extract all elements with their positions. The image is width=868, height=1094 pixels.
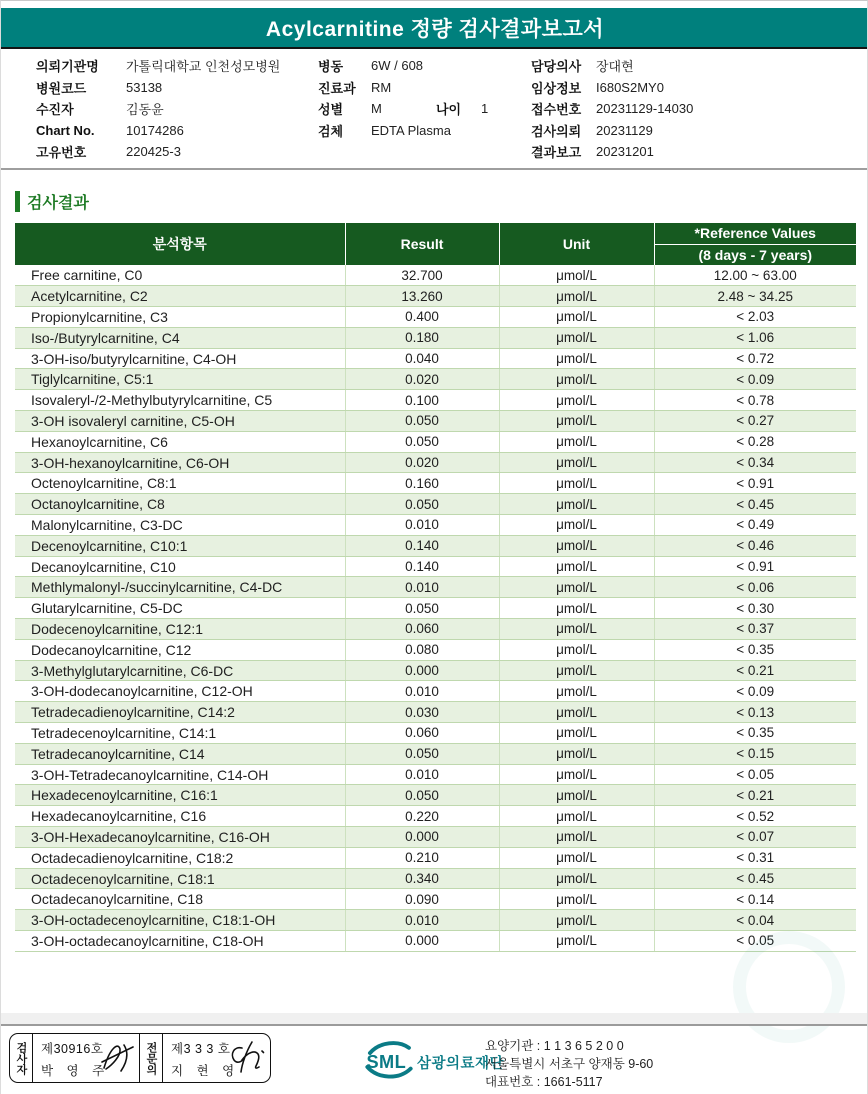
result-cell-result: 0.090 [345,889,499,910]
info-value: 20231129-14030 [596,101,694,117]
examiner-signature-icon [99,1038,137,1078]
result-cell-unit: μmol/L [499,660,654,681]
result-cell-item: Glutarylcarnitine, C5-DC [15,598,345,619]
result-cell-reference: < 0.13 [654,702,856,723]
result-cell-result: 13.260 [345,286,499,307]
result-row [15,806,856,827]
result-cell-reference: < 0.21 [654,660,856,681]
sml-watermark [733,931,845,1043]
info-value: EDTA Plasma [371,122,451,138]
specialist-cell [163,1034,270,1082]
result-cell-unit: μmol/L [499,494,654,515]
result-cell-item: 3-OH-octadecanoylcarnitine, C18-OH [15,931,345,952]
result-row [15,931,856,952]
col-header-reference: *Reference Values [654,223,856,244]
result-cell-result: 0.000 [345,931,499,952]
org-address: 서울특별시 서초구 양재동 9-60 [485,1057,654,1071]
result-cell-item: Octadecanoylcarnitine, C18 [15,889,345,910]
result-cell-item: 3-OH isovaleryl carnitine, C5-OH [15,411,345,432]
specialist-cert-number: 제3 3 3 호 [171,1041,231,1056]
result-cell-item: Tetradecanoylcarnitine, C14 [15,743,345,764]
result-cell-reference: < 0.45 [654,868,856,889]
result-cell-result: 0.020 [345,452,499,473]
results-section-header [15,190,89,213]
result-row [15,639,856,660]
info-row [36,98,311,120]
result-cell-item: Hexanoylcarnitine, C6 [15,431,345,452]
result-row [15,702,856,723]
result-cell-unit: μmol/L [499,577,654,598]
result-cell-reference: < 0.72 [654,348,856,369]
result-cell-result: 0.210 [345,847,499,868]
result-cell-reference: < 0.49 [654,515,856,536]
result-cell-item: Octadecenoylcarnitine, C18:1 [15,868,345,889]
result-cell-item: 3-OH-Tetradecanoylcarnitine, C14-OH [15,764,345,785]
info-value: 20231201 [596,144,654,160]
info-label: 수진자 [36,102,74,118]
result-cell-unit: μmol/L [499,764,654,785]
result-cell-item: Octanoylcarnitine, C8 [15,494,345,515]
result-cell-unit: μmol/L [499,307,654,328]
info-value: 김동윤 [126,102,164,118]
result-cell-item: Tetradecenoylcarnitine, C14:1 [15,723,345,744]
svg-text:SML: SML [366,1051,407,1072]
result-cell-unit: μmol/L [499,390,654,411]
result-cell-unit: μmol/L [499,369,654,390]
result-cell-item: Octenoylcarnitine, C8:1 [15,473,345,494]
result-cell-result: 0.050 [345,411,499,432]
result-row [15,681,856,702]
result-cell-reference: 2.48 ~ 34.25 [654,286,856,307]
result-row [15,868,856,889]
result-row [15,619,856,640]
result-row [15,889,856,910]
result-row [15,598,856,619]
result-cell-unit: μmol/L [499,286,654,307]
result-cell-result: 0.010 [345,764,499,785]
org-contact-info [485,1037,653,1091]
result-cell-reference: < 0.30 [654,598,856,619]
info-value: 20231129 [596,122,653,138]
result-cell-unit: μmol/L [499,931,654,952]
result-cell-item: Hexadecanoylcarnitine, C16 [15,806,345,827]
result-cell-result: 0.010 [345,515,499,536]
examiner-cert-number: 제30916호 [41,1041,104,1056]
info-label: 나이 [436,102,462,118]
result-cell-unit: μmol/L [499,910,654,931]
result-cell-item: Acetylcarnitine, C2 [15,286,345,307]
result-cell-unit: μmol/L [499,452,654,473]
result-row [15,431,856,452]
result-cell-reference: < 0.31 [654,847,856,868]
result-cell-reference: < 0.45 [654,494,856,515]
result-cell-result: 0.160 [345,473,499,494]
result-cell-reference: < 0.05 [654,931,856,952]
result-cell-item: Hexadecenoylcarnitine, C16:1 [15,785,345,806]
result-cell-reference: < 0.07 [654,827,856,848]
results-table-body [15,265,856,951]
result-cell-result: 0.180 [345,327,499,348]
result-cell-unit: μmol/L [499,868,654,889]
info-label: 성별 [318,102,344,118]
info-label: Chart No. [36,122,95,138]
org-institution-number: 요양기관 : 1 1 3 6 5 2 0 0 [485,1039,624,1053]
result-row [15,452,856,473]
result-row [15,411,856,432]
result-cell-result: 0.140 [345,556,499,577]
result-row [15,723,856,744]
sml-logo-icon [363,1037,415,1083]
specialist-name: 지 현 영 [171,1063,240,1078]
info-label: 검사의뢰 [531,123,582,139]
result-cell-reference: < 0.06 [654,577,856,598]
info-value: M [371,101,382,117]
result-cell-reference: < 0.04 [654,910,856,931]
result-cell-reference: < 0.27 [654,411,856,432]
result-cell-result: 0.400 [345,307,499,328]
result-cell-reference: < 0.05 [654,764,856,785]
result-cell-reference: < 0.15 [654,743,856,764]
patient-info-col-3 [531,55,841,163]
result-cell-result: 0.040 [345,348,499,369]
result-cell-result: 0.030 [345,702,499,723]
report-title: Acylcarnitine 정량 검사결과보고서 [265,17,605,41]
info-label: 결과보고 [531,145,582,161]
specialist-label: 전문의 [140,1034,163,1082]
result-cell-reference: < 0.34 [654,452,856,473]
result-cell-item: Iso-/Butyrylcarnitine, C4 [15,327,345,348]
result-cell-item: Dodecenoylcarnitine, C12:1 [15,619,345,640]
info-row [318,120,523,142]
result-cell-item: Free carnitine, C0 [15,265,345,286]
result-cell-reference: < 0.37 [654,619,856,640]
result-cell-result: 0.020 [345,369,499,390]
info-results-divider [1,168,868,170]
result-cell-item: Isovaleryl-/2-Methylbutyrylcarnitine, C5 [15,390,345,411]
result-cell-reference: < 0.35 [654,723,856,744]
result-cell-unit: μmol/L [499,348,654,369]
result-cell-reference: < 0.52 [654,806,856,827]
result-cell-item: Dodecanoylcarnitine, C12 [15,639,345,660]
result-cell-reference: < 0.46 [654,535,856,556]
result-cell-unit: μmol/L [499,785,654,806]
result-cell-item: 3-OH-dodecanoylcarnitine, C12-OH [15,681,345,702]
result-cell-result: 0.220 [345,806,499,827]
result-cell-reference: < 0.78 [654,390,856,411]
col-header-result: Result [345,223,499,265]
info-value: 53138 [126,79,163,95]
info-row [36,77,311,99]
result-cell-unit: μmol/L [499,431,654,452]
patient-info-section [1,51,868,166]
results-table-head [15,223,856,265]
result-cell-unit: μmol/L [499,535,654,556]
info-value: 6W / 608 [371,58,424,74]
info-label: 임상정보 [531,80,582,96]
info-label: 진료과 [318,80,356,96]
result-cell-result: 0.100 [345,390,499,411]
result-row [15,307,856,328]
result-cell-result: 0.050 [345,598,499,619]
info-value: I680S2MY0 [596,79,664,95]
result-cell-unit: μmol/L [499,847,654,868]
info-row [318,98,523,120]
examiner-name: 박 영 주 [41,1063,110,1078]
info-row [531,141,841,163]
result-cell-item: Methlymalonyl-/succinylcarnitine, C4-DC [15,577,345,598]
specialist-signature-icon [228,1038,268,1078]
signature-stamp-box [9,1033,271,1083]
result-row [15,515,856,536]
org-phone: 대표번호 : 1661-5117 [485,1075,603,1089]
result-cell-result: 0.080 [345,639,499,660]
result-cell-reference: < 2.03 [654,307,856,328]
results-section-title: 검사결과 [27,195,89,212]
result-cell-result: 0.000 [345,660,499,681]
result-cell-item: Tetradecadienoylcarnitine, C14:2 [15,702,345,723]
result-cell-item: Propionylcarnitine, C3 [15,307,345,328]
info-label: 의뢰기관명 [36,59,99,75]
info-row [318,77,523,99]
result-cell-unit: μmol/L [499,598,654,619]
results-table [15,223,856,952]
result-row [15,764,856,785]
report-title-bar [1,8,868,47]
result-row [15,743,856,764]
patient-info-col-1 [36,55,311,163]
info-label: 병원코드 [36,80,87,96]
info-value: 가톨릭대학교 인천성모병원 [126,59,281,75]
col-header-reference-range: (8 days - 7 years) [654,244,856,265]
result-cell-result: 0.340 [345,868,499,889]
result-row [15,494,856,515]
result-row [15,910,856,931]
result-cell-result: 0.010 [345,910,499,931]
info-label: 검체 [318,123,344,139]
patient-info-col-2 [318,55,523,141]
result-cell-unit: μmol/L [499,411,654,432]
result-cell-unit: μmol/L [499,702,654,723]
result-cell-result: 32.700 [345,265,499,286]
result-cell-reference: < 0.09 [654,681,856,702]
result-cell-item: Octadecadienoylcarnitine, C18:2 [15,847,345,868]
info-value: 1 [481,101,489,117]
result-cell-result: 0.050 [345,494,499,515]
info-row [318,55,523,77]
result-row [15,265,856,286]
result-cell-item: Decanoylcarnitine, C10 [15,556,345,577]
result-row [15,660,856,681]
result-row [15,390,856,411]
result-cell-unit: μmol/L [499,827,654,848]
result-row [15,286,856,307]
result-cell-unit: μmol/L [499,515,654,536]
info-row [36,55,311,77]
title-underline [1,47,868,49]
footer-divider [1,1024,868,1026]
result-cell-reference: < 0.14 [654,889,856,910]
result-row [15,847,856,868]
pre-footer-band [1,1013,868,1024]
result-row [15,473,856,494]
info-label: 고유번호 [36,145,87,161]
info-value: 장대현 [596,59,634,75]
info-row [531,98,841,120]
result-cell-item: 3-Methylglutarylcarnitine, C6-DC [15,660,345,681]
info-value: 10174286 [126,122,184,138]
result-cell-result: 0.000 [345,827,499,848]
result-cell-unit: μmol/L [499,327,654,348]
result-cell-result: 0.010 [345,681,499,702]
col-header-unit: Unit [499,223,654,265]
result-cell-reference: < 0.35 [654,639,856,660]
result-cell-unit: μmol/L [499,889,654,910]
result-cell-unit: μmol/L [499,743,654,764]
result-cell-result: 0.050 [345,743,499,764]
result-cell-result: 0.060 [345,723,499,744]
result-cell-reference: < 0.09 [654,369,856,390]
result-cell-item: 3-OH-Hexadecanoylcarnitine, C16-OH [15,827,345,848]
result-cell-unit: μmol/L [499,473,654,494]
info-row [36,141,311,163]
sml-org-name: 삼광의료재단 [417,1056,505,1072]
result-cell-reference: < 0.28 [654,431,856,452]
info-label: 병동 [318,59,344,75]
info-row [531,120,841,142]
info-label: 접수번호 [531,102,582,118]
result-cell-unit: μmol/L [499,265,654,286]
result-row [15,327,856,348]
info-value: 220425-3 [126,144,181,160]
result-row [15,577,856,598]
result-cell-unit: μmol/L [499,556,654,577]
result-row [15,785,856,806]
result-cell-item: Tiglylcarnitine, C5:1 [15,369,345,390]
result-cell-reference: < 0.91 [654,473,856,494]
result-row [15,348,856,369]
section-accent-bar [15,191,20,212]
info-value: RM [371,79,392,95]
examiner-cell [33,1034,140,1082]
result-cell-result: 0.060 [345,619,499,640]
result-row [15,369,856,390]
result-cell-unit: μmol/L [499,639,654,660]
result-row [15,827,856,848]
info-row [531,77,841,99]
result-cell-unit: μmol/L [499,723,654,744]
result-cell-item: Malonylcarnitine, C3-DC [15,515,345,536]
result-cell-result: 0.050 [345,431,499,452]
result-cell-unit: μmol/L [499,619,654,640]
info-row [531,55,841,77]
result-cell-item: 3-OH-iso/butyrylcarnitine, C4-OH [15,348,345,369]
result-cell-result: 0.010 [345,577,499,598]
result-cell-unit: μmol/L [499,806,654,827]
result-cell-item: 3-OH-hexanoylcarnitine, C6-OH [15,452,345,473]
result-cell-reference: 12.00 ~ 63.00 [654,265,856,286]
result-cell-result: 0.050 [345,785,499,806]
result-cell-result: 0.140 [345,535,499,556]
col-header-item: 분석항목 [15,223,345,265]
examiner-label: 검사자 [10,1034,33,1082]
result-cell-reference: < 0.91 [654,556,856,577]
result-cell-item: 3-OH-octadecenoylcarnitine, C18:1-OH [15,910,345,931]
result-cell-unit: μmol/L [499,681,654,702]
result-row [15,556,856,577]
info-row [36,120,311,142]
info-label: 담당의사 [531,59,582,75]
result-cell-reference: < 0.21 [654,785,856,806]
result-row [15,535,856,556]
result-cell-reference: < 1.06 [654,327,856,348]
result-cell-item: Decenoylcarnitine, C10:1 [15,535,345,556]
